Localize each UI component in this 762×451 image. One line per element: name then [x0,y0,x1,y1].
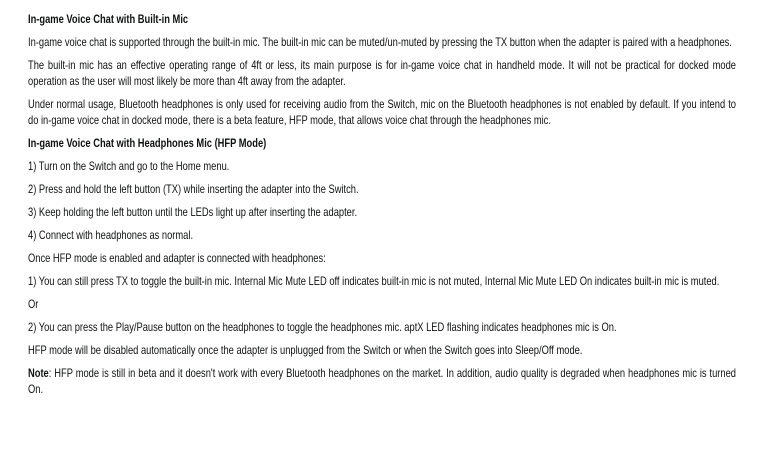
para-once-hfp-enabled: Once HFP mode is enabled and adapter is connected with headphones: [28,251,326,265]
step-1-turn-on-switch: 1) Turn on the Switch and go to the Home menu. [28,159,230,173]
para-bluetooth-default-behavior: Under normal usage, Bluetooth headphones is only used for receiving audio from the Switch, mic on the Bluetooth headphones is not enabled by default. If you intend to do in-game voice chat in docked mode, there is a beta feature, HFP mode, that allows voice chat through the headphones mic. [28,97,736,127]
product-description-document [28,11,736,397]
step-4-connect-headphones: 4) Connect with headphones as normal. [28,228,194,242]
para-note [28,365,736,397]
note-text: : HFP mode is still in beta and it doesn't work with every Bluetooth headphones on the market. In addition, audio quality is degraded when headphones mic is turned On. [28,366,736,396]
para-builtin-mic-overview: In-game voice chat is supported through the built-in mic. The built-in mic can be muted/un-muted by pressing the TX button when the adapter is paired with a headphones. [28,35,732,49]
note-label: Note [28,366,49,380]
para-or: Or [28,297,39,311]
section-heading-builtin-mic: In-game Voice Chat with Built-in Mic [28,12,189,26]
step-2-press-hold-tx: 2) Press and hold the left button (TX) while inserting the adapter into the Switch. [28,182,359,196]
step-3-keep-holding: 3) Keep holding the left button until the LEDs light up after inserting the adapter. [28,205,358,219]
section-heading-hfp-mode: In-game Voice Chat with Headphones Mic (HFP Mode) [28,136,267,150]
para-toggle-builtin-mic: 1) You can still press TX to toggle the built-in mic. Internal Mic Mute LED off indicates built-in mic is not muted, Internal Mic Mute LED On indicates built-in mic is muted. [28,274,720,288]
para-builtin-mic-range: The built-in mic has an effective operating range of 4ft or less, its main purpose is for in-game voice chat in handheld mode. It will not be practical for docked mode operation as the user will most likely be more than 4ft away from the adapter. [28,58,736,88]
para-toggle-headphones-mic: 2) You can press the Play/Pause button on the headphones to toggle the headphones mic. aptX LED flashing indicates headphones mic is On. [28,320,617,334]
para-hfp-auto-disable: HFP mode will be disabled automatically once the adapter is unplugged from the Switch or when the Switch goes into Sleep/Off mode. [28,343,583,357]
